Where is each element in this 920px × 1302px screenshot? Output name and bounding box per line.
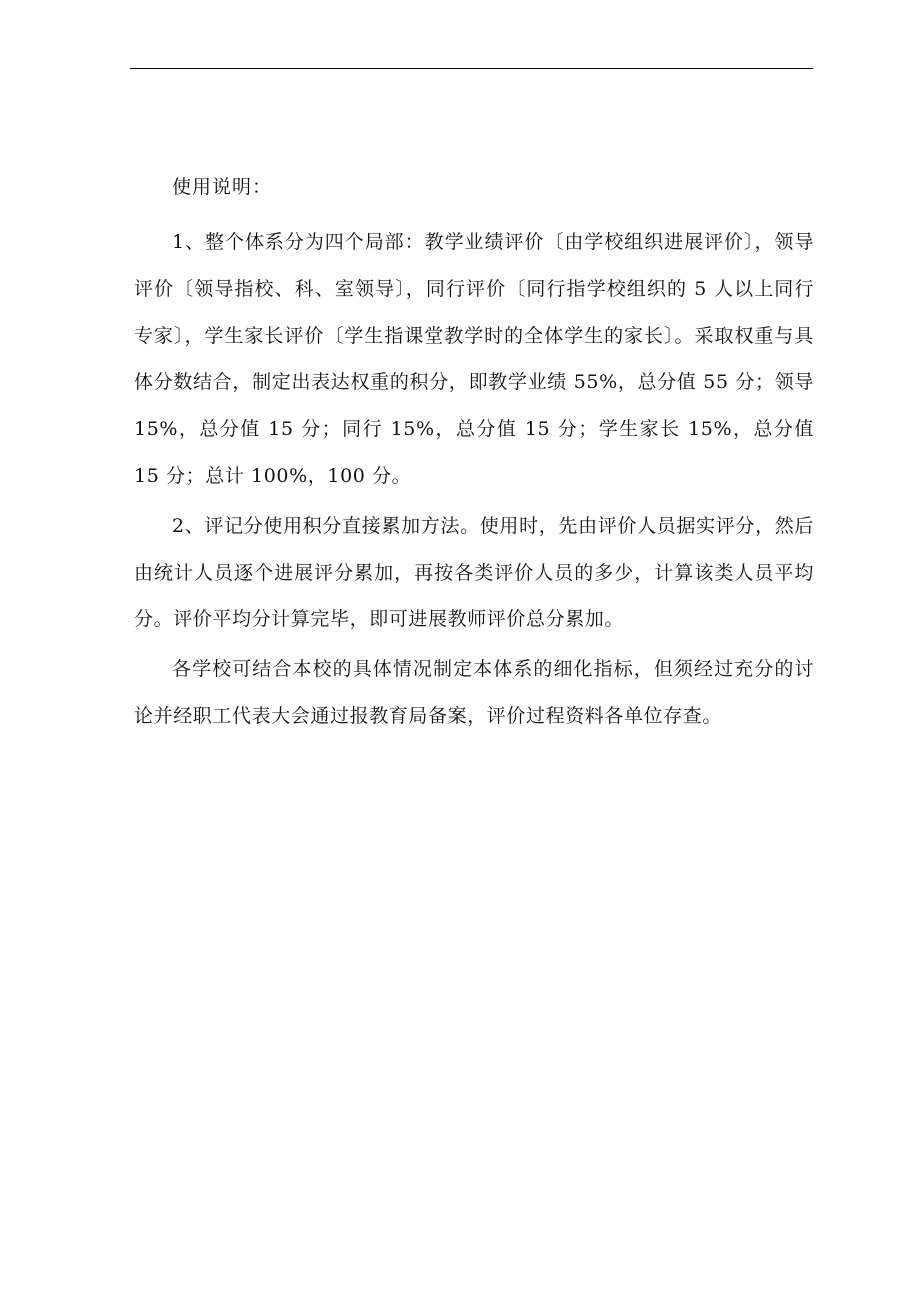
paragraph-school-guidance: 各学校可结合本校的具体情况制定本体系的细化指标，但须经过充分的讨论并经职工代表大会通过报教育局备案，评价过程资料各单位存查。 xyxy=(134,658,814,727)
paragraph-structure: 1、整个体系分为四个局部：教学业绩评价〔由学校组织进展评价〕，领导评价〔领导指校、科、室领导〕，同行评价〔同行指学校组织的 5 人以上同行专家〕，学生家长评价〔学生指课堂教学时的全体学生的家长〕。采取权重与具体分数结合，制定出表达权重的积分，即教学业绩 55%，总分值 55 分；领导 15%，总分值 15 分；同行 15%，总分值 15 分；学生家长 15%，总分值 15 分；总计 100%，100 分。 xyxy=(134,231,814,487)
instructions-heading: 使用说明： xyxy=(172,176,273,198)
document-body xyxy=(134,168,814,740)
header-rule xyxy=(130,68,813,69)
paragraph-scoring-method: 2、评记分使用积分直接累加方法。使用时，先由评价人员据实评分，然后由统计人员逐个进展评分累加，再按各类评价人员的多少，计算该类人员平均分。评价平均分计算完毕，即可进展教师评价总分累加。 xyxy=(134,514,814,631)
